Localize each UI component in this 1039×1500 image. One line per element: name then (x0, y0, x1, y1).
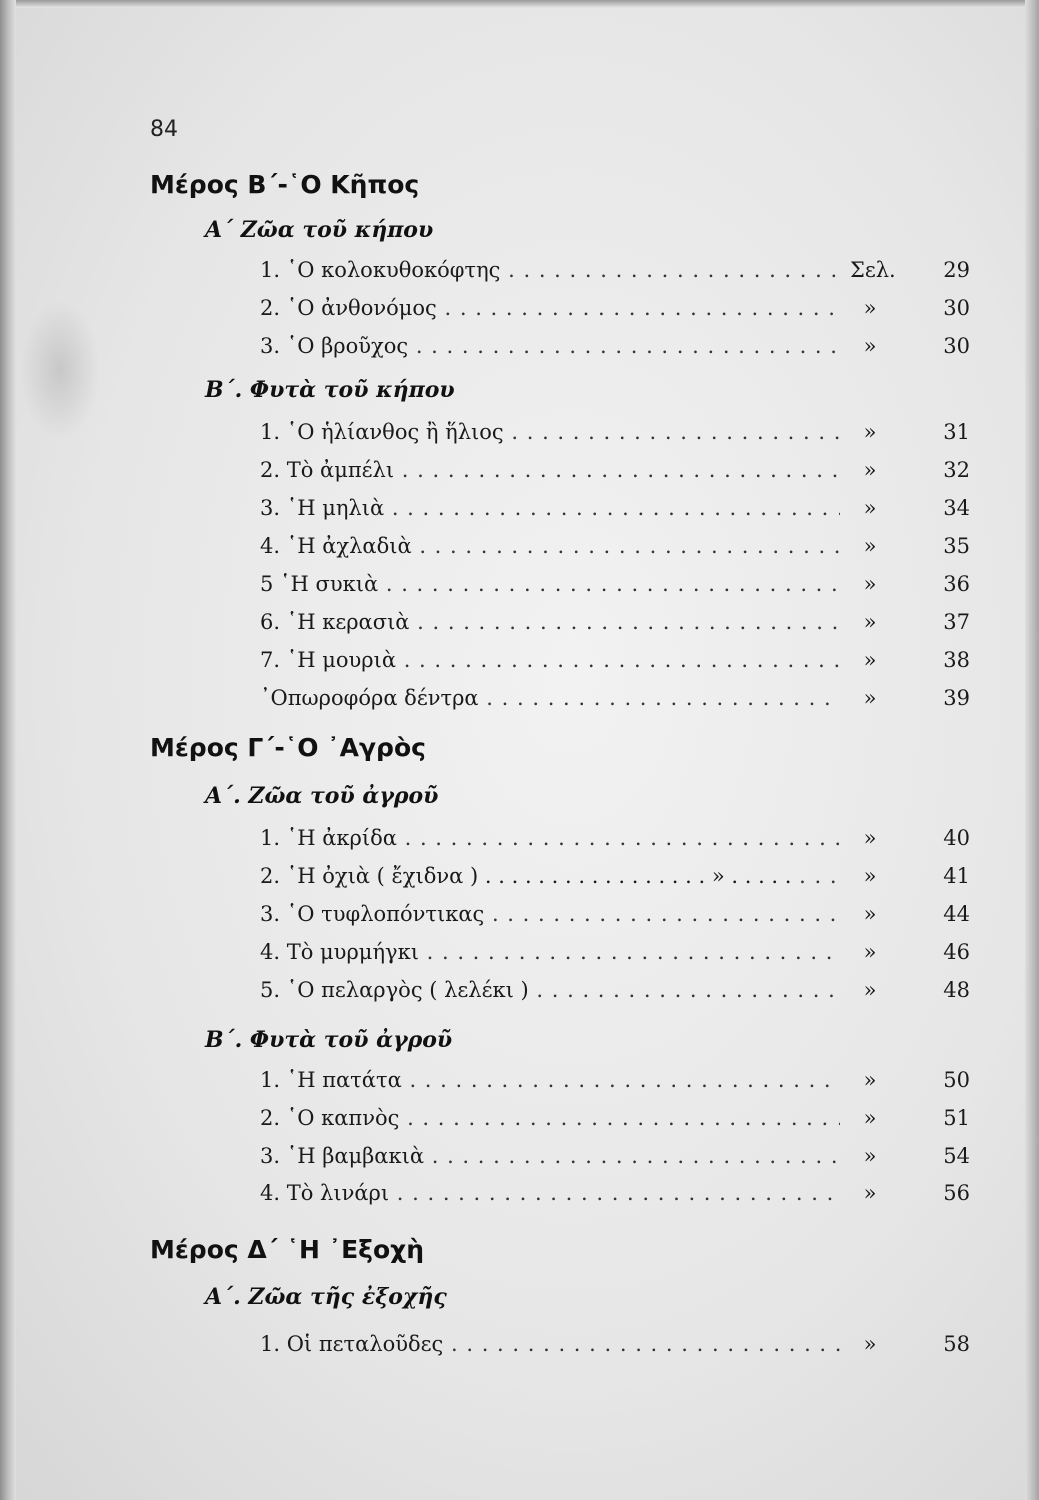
toc-entry-ref: Σελ. (850, 258, 896, 282)
toc-entry-label: 2. Τὸ ἀμπέλι . . . (260, 458, 840, 482)
toc-entry-page: 56 (943, 1181, 970, 1205)
section-heading-b-a: Α΄ Ζῶα τοῦ κήπου (205, 217, 434, 243)
toc-entry-page: 41 (943, 864, 970, 888)
toc-entry[interactable] (260, 648, 970, 678)
page-right-edge (1025, 0, 1039, 1500)
toc-entry[interactable] (260, 826, 970, 856)
toc-entry-ref: » (863, 1181, 877, 1205)
toc-entry-page: 46 (943, 940, 970, 964)
toc-entry[interactable] (260, 686, 970, 716)
toc-entry[interactable] (260, 258, 970, 288)
toc-entry[interactable] (260, 1144, 970, 1174)
toc-entry-ref: » (863, 826, 877, 850)
toc-entry-page: 38 (943, 648, 970, 672)
toc-entry-page: 50 (943, 1068, 970, 1092)
toc-entry[interactable] (260, 864, 970, 894)
toc-entry-page: 35 (943, 534, 970, 558)
toc-entry-ref: » (863, 1144, 877, 1168)
toc-entry-page: 32 (943, 458, 970, 482)
toc-entry[interactable] (260, 1068, 970, 1098)
toc-entry-ref: » (863, 1106, 877, 1130)
toc-entry-ref: » (863, 458, 877, 482)
toc-entry[interactable] (260, 610, 970, 640)
toc-entry-label: 1. Οἱ πεταλοῦδες . . . (260, 1332, 840, 1356)
toc-entry-page: 44 (943, 902, 970, 926)
toc-entry-ref: » (863, 610, 877, 634)
toc-entry[interactable] (260, 458, 970, 488)
toc-entry-label: 5 ῾Η συκιὰ . . . (260, 572, 840, 596)
toc-entry-ref: » (863, 496, 877, 520)
toc-entry-label: 2. ῾Η ὀχιὰ ( ἔχιδνα ) . . . . . . . . . . . . . . . . . » . . . . . . . . (260, 864, 840, 888)
toc-entry[interactable] (260, 940, 970, 970)
toc-entry-label: 5. ῾Ο πελαργὸς ( λελέκι ) . . . (260, 978, 840, 1002)
toc-entry-page: 36 (943, 572, 970, 596)
toc-entry-ref: » (863, 940, 877, 964)
section-heading-b-b: Β΄. Φυτὰ τοῦ κήπου (205, 377, 455, 403)
toc-entry-label: 3. ῾Η μηλιὰ . . . (260, 496, 840, 520)
toc-entry-label: 4. ῾Η ἀχλαδιὰ . . . (260, 534, 840, 558)
toc-entry-label: 4. Τὸ λινάρι . . . (260, 1181, 840, 1205)
toc-entry-page: 37 (943, 610, 970, 634)
toc-entry-label: 4. Τὸ μυρμήγκι . . . (260, 940, 840, 964)
toc-entry-ref: » (863, 902, 877, 926)
toc-entry-label: 1. ῾Η ἀκρίδα . . . (260, 826, 840, 850)
toc-entry-page: 51 (943, 1106, 970, 1130)
page-left-edge (0, 0, 16, 1500)
toc-entry-label: 6. ῾Η κερασιὰ . . . (260, 610, 840, 634)
toc-entry-page: 54 (943, 1144, 970, 1168)
toc-entry-ref: » (863, 420, 877, 444)
toc-entry-page: 31 (943, 420, 970, 444)
toc-entry-label: 1. ῾Ο κολοκυθοκόφτης . . . (260, 258, 840, 282)
toc-entry[interactable] (260, 902, 970, 932)
toc-entry[interactable] (260, 1332, 970, 1362)
toc-entry-label: 1. ῾Η πατάτα . . . (260, 1068, 840, 1092)
toc-entry[interactable] (260, 496, 970, 526)
toc-entry-ref: » (863, 648, 877, 672)
part-heading-b: Μέρος Β΄-῾Ο Κῆπος (150, 170, 420, 199)
toc-entry-label: 7. ῾Η μουριὰ . . . (260, 648, 840, 672)
toc-entry[interactable] (260, 1181, 970, 1211)
toc-entry-ref: » (863, 572, 877, 596)
toc-entry-page: 40 (943, 826, 970, 850)
toc-entry-ref: » (863, 864, 877, 888)
toc-entry-page: 48 (943, 978, 970, 1002)
toc-entry[interactable] (260, 296, 970, 326)
part-heading-d: Μέρος Δ΄ ῾Η ᾿Εξοχὴ (150, 1235, 425, 1264)
section-heading-c-b: Β΄. Φυτὰ τοῦ ἀγροῦ (205, 1027, 453, 1053)
toc-entry-ref: » (863, 534, 877, 558)
toc-entry-page: 58 (943, 1332, 970, 1356)
toc-entry-ref: » (863, 978, 877, 1002)
page-number: 84 (150, 117, 178, 142)
toc-entry-page: 30 (943, 296, 970, 320)
toc-entry-ref: » (863, 1332, 877, 1356)
toc-entry-ref: » (863, 686, 877, 710)
toc-entry-label: 3. ῾Ο βροῦχος . . . (260, 334, 840, 358)
toc-entry-page: 30 (943, 334, 970, 358)
toc-entry[interactable] (260, 1106, 970, 1136)
page-top-edge (0, 0, 1039, 8)
toc-entry[interactable] (260, 334, 970, 364)
section-heading-d-a: Α΄. Ζῶα τῆς ἐξοχῆς (205, 1284, 447, 1310)
toc-entry-page: 39 (943, 686, 970, 710)
part-heading-c: Μέρος Γ΄-῾Ο ᾿Αγρὸς (150, 733, 426, 762)
toc-entry-ref: » (863, 296, 877, 320)
toc-entry-ref: » (863, 1068, 877, 1092)
toc-entry[interactable] (260, 572, 970, 602)
paper-stain (20, 300, 100, 440)
toc-entry-label: 3. ῾Η βαμβακιὰ . . . (260, 1144, 840, 1168)
toc-entry-page: 34 (943, 496, 970, 520)
toc-entry-label: 2. ῾Ο καπνὸς . . . (260, 1106, 840, 1130)
toc-entry[interactable] (260, 978, 970, 1008)
toc-entry-page: 29 (943, 258, 970, 282)
section-heading-c-a: Α΄. Ζῶα τοῦ ἀγροῦ (205, 783, 439, 809)
toc-entry-label: 1. ῾Ο ἡλίανθος ἢ ἥλιος . . . (260, 420, 840, 444)
toc-entry[interactable] (260, 420, 970, 450)
toc-entry-label: 3. ῾Ο τυφλοπόντικας . . . (260, 902, 840, 926)
toc-entry-label: 2. ῾Ο ἀνθονόμος . . . (260, 296, 840, 320)
toc-entry-label: ᾿Οπωροφόρα δέντρα . . . (260, 686, 840, 710)
toc-entry-ref: » (863, 334, 877, 358)
toc-entry[interactable] (260, 534, 970, 564)
